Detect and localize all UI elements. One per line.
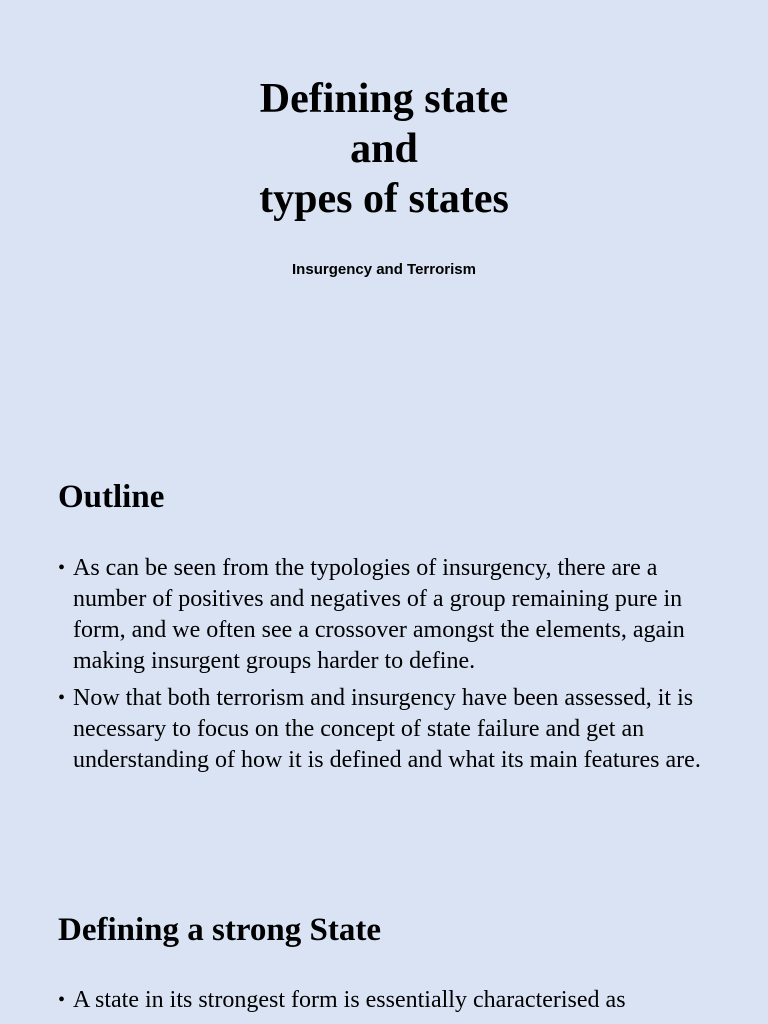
outline-slide — [0, 440, 768, 860]
main-title — [0, 74, 768, 224]
title-line: Defining state — [259, 76, 509, 122]
bullet-text: A state in its strongest form is essentially characterised as — [73, 987, 626, 1013]
bullet-text: Now that both terrorism and insurgency have been assessed, it is necessary to focus on the concept of state failure and get an understanding of how it is defined and what its main features are. — [73, 685, 701, 773]
strong-state-slide — [0, 860, 768, 1024]
bullet-icon: • — [58, 989, 66, 1011]
title-line: types of states — [259, 176, 509, 222]
bullet-icon: • — [58, 557, 66, 579]
bullet-item — [58, 683, 718, 776]
title-slide — [0, 0, 768, 440]
bullet-list — [58, 553, 718, 782]
slide-heading: Outline — [58, 479, 165, 515]
slide-heading: Defining a strong State — [58, 912, 381, 948]
bullet-text: As can be seen from the typologies of insurgency, there are a number of positives and negatives of a group remaining pure in form, and we often see a crossover amongst the elements, again making insurgent groups harder to define. — [73, 555, 685, 674]
subtitle: Insurgency and Terrorism — [292, 261, 476, 278]
bullet-item — [58, 553, 718, 677]
title-line: and — [350, 126, 418, 172]
bullet-icon: • — [58, 687, 66, 709]
bullet-list — [58, 985, 718, 1022]
bullet-item — [58, 985, 718, 1016]
